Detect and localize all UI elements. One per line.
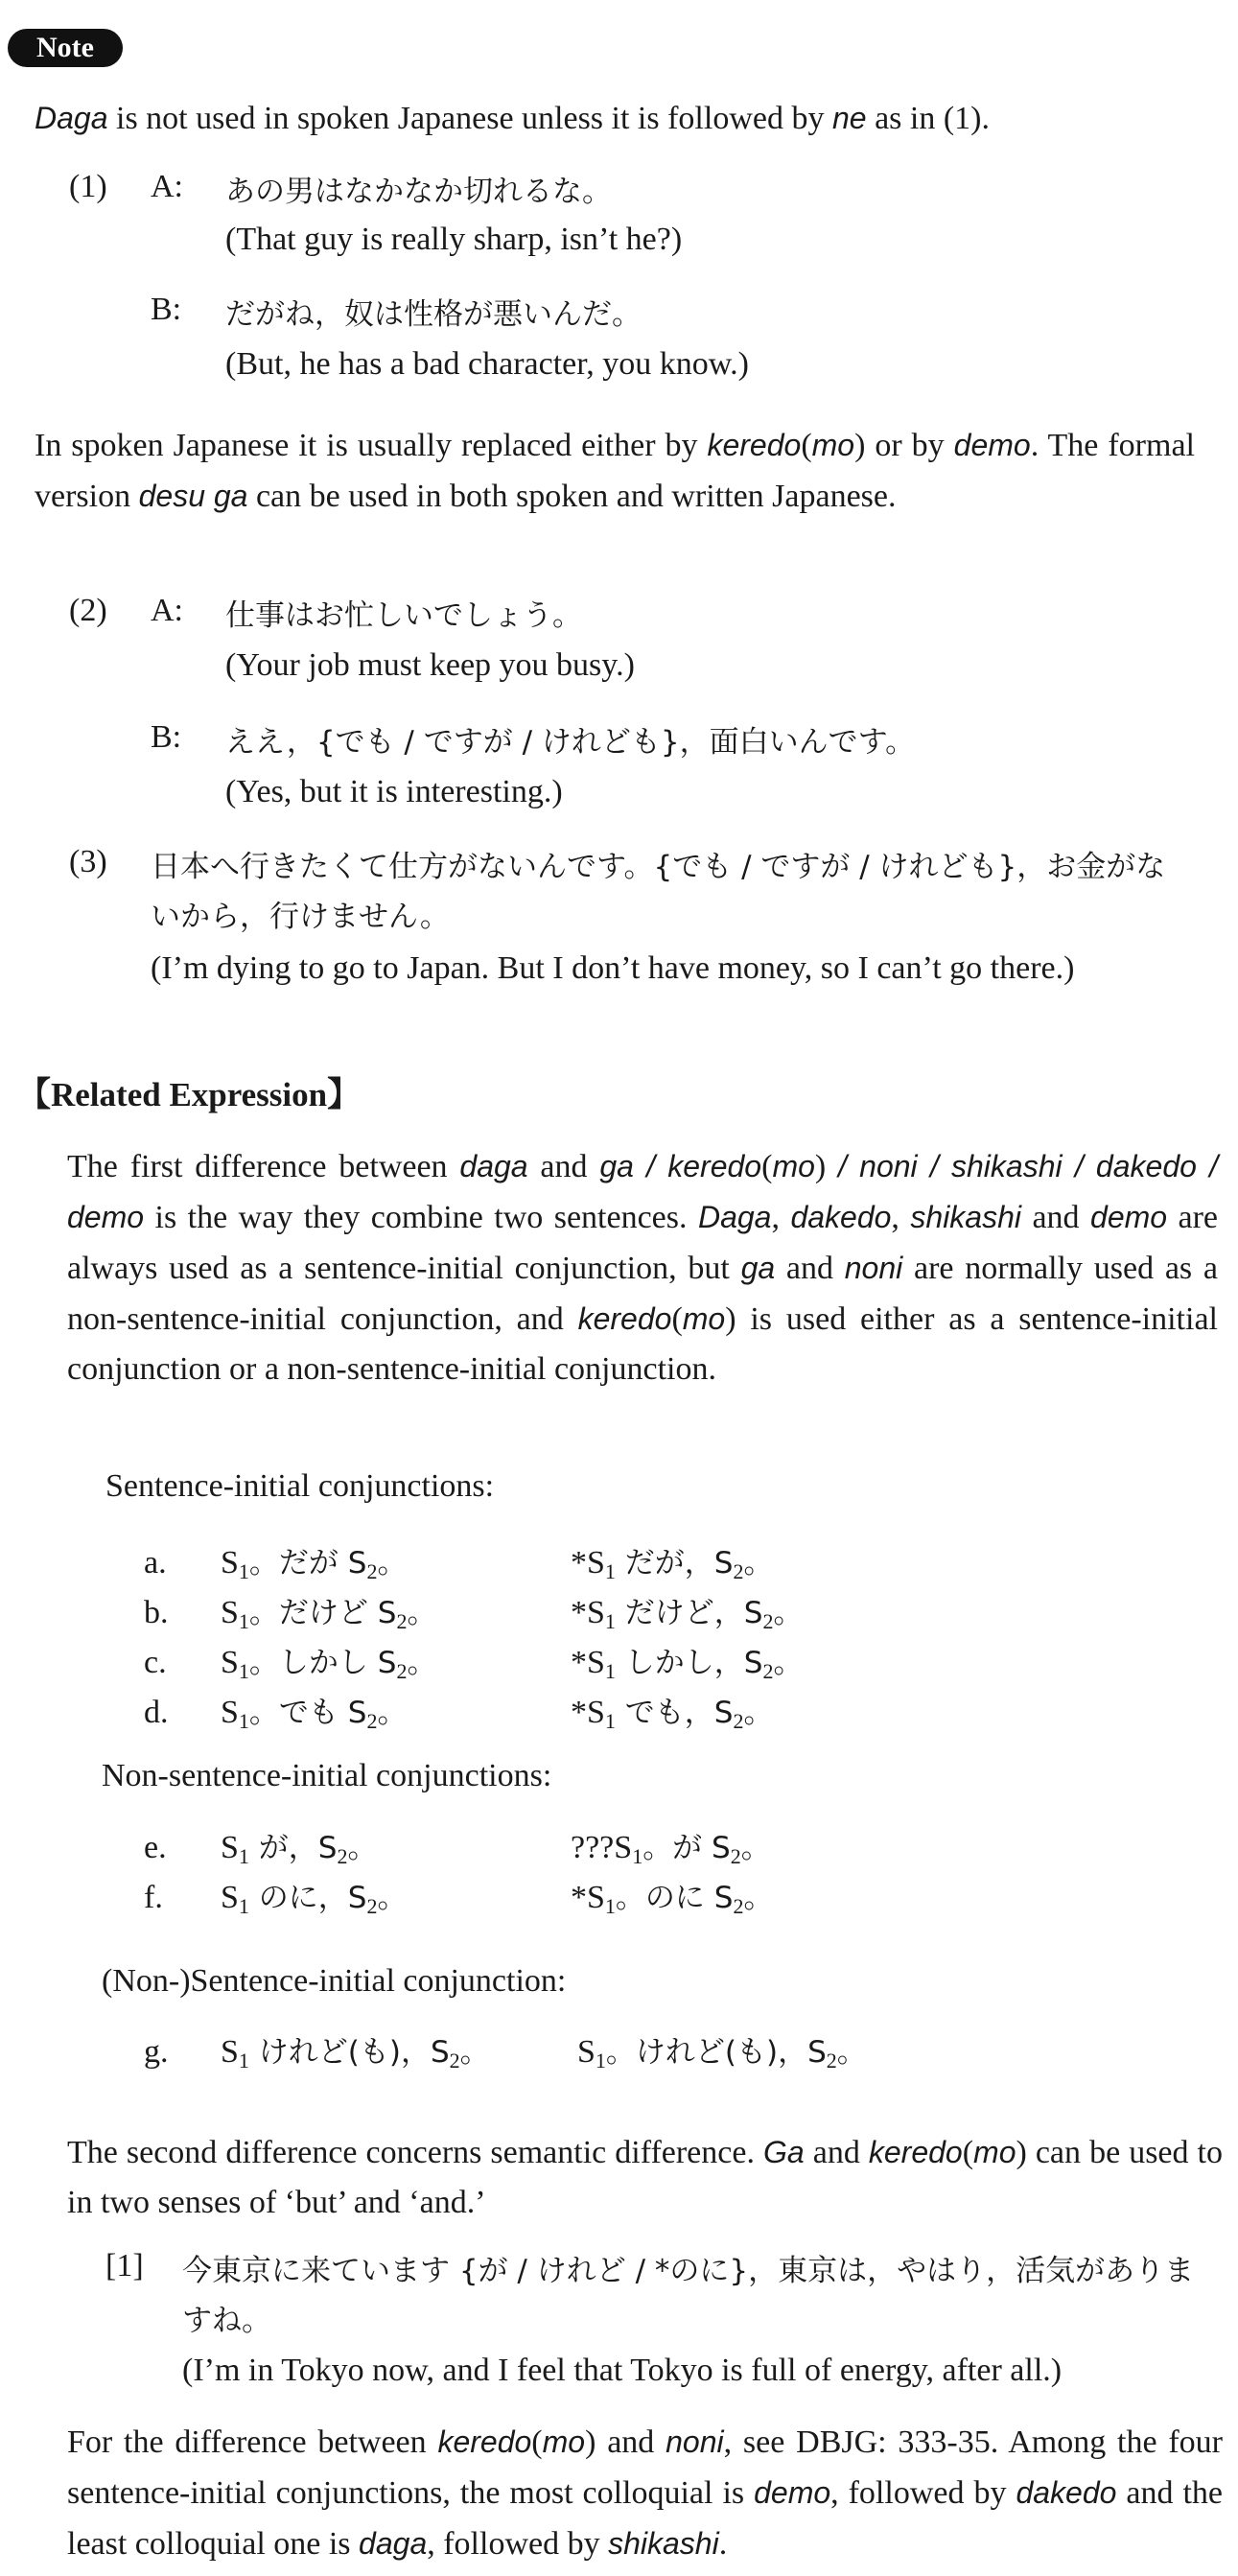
english-translation: (Your job must keep you busy.) [225, 647, 635, 683]
grammatical-pattern-contrast: $*S_1$ でも，$S_2$。 [571, 1695, 774, 1733]
example-number: (2) [69, 593, 107, 628]
table-heading: Sentence-initial conjunctions: [105, 1468, 495, 1504]
grammatical-pattern: $S_1$。しかし $S_2$。 [221, 1645, 437, 1683]
speaker-label: A: [151, 169, 183, 204]
grammatical-pattern: $S_1$ が，$S_2$。 [221, 1830, 378, 1868]
grammatical-pattern-contrast: $S_1$。けれど(も)，$S_2$。 [577, 2034, 867, 2073]
table-heading: Non-sentence-initial conjunctions: [102, 1758, 552, 1793]
speaker-label: B: [151, 292, 182, 327]
grammatical-pattern-contrast: $*S_1$。のに $S_2$。 [571, 1880, 774, 1918]
row-letter: a. [144, 1545, 167, 1581]
grammatical-pattern-contrast: $*S_1$ しかし，$S_2$。 [571, 1645, 804, 1683]
example-number: (3) [69, 844, 107, 879]
row-letter: g. [144, 2034, 169, 2070]
japanese-sentence: だがね，奴は性格が悪いんだ。 [225, 297, 642, 332]
grammatical-pattern: $S_1$ けれど(も)，$S_2$。 [221, 2034, 490, 2073]
english-translation: (I’m dying to go to Japan. But I don’t have money, so I can’t go there.) [151, 950, 1075, 986]
grammatical-pattern: $S_1$。だけど $S_2$。 [221, 1595, 437, 1633]
grammatical-pattern-contrast: $???S_1$。が $S_2$。 [571, 1830, 771, 1868]
japanese-sentence: 仕事はお忙しいでしょう。 [225, 598, 582, 633]
english-translation: (Yes, but it is interesting.) [225, 774, 563, 809]
speaker-label: B: [151, 719, 182, 755]
english-translation: (That guy is really sharp, isn’t he?) [225, 222, 683, 257]
term: ne [831, 101, 867, 135]
example-number: (1) [69, 169, 107, 204]
grammatical-pattern: $S_1$ のに，$S_2$。 [221, 1880, 408, 1918]
row-letter: b. [144, 1595, 169, 1630]
english-translation: (But, he has a bad character, you know.) [225, 346, 749, 382]
paragraph: For the difference between keredo(mo) and noni, see DBJG: 333-35. Among the four sentence-initial conjunctions, the most colloquial is demo, followed by dakedo and the least colloquial one is daga, followed by shikashi. [67, 2424, 1223, 2562]
japanese-sentence: ええ，{でも / ですが / けれども}，面白いんです。 [225, 725, 916, 760]
note-badge: Note [8, 29, 123, 67]
row-letter: c. [144, 1645, 167, 1680]
row-letter: e. [144, 1830, 167, 1865]
term: Daga [35, 101, 108, 135]
intro-paragraph: Daga is not used in spoken Japanese unless it is followed by ne as in (1). [35, 101, 990, 136]
section-heading: 【Related Expression】 [17, 1076, 362, 1113]
paragraph: In spoken Japanese it is usually replaced either by keredo(mo) or by demo. The formal version desu ga can be used in both spoken and written Japanese. [35, 428, 1195, 514]
grammatical-pattern-contrast: $*S_1$ だが，$S_2$。 [571, 1545, 774, 1583]
english-translation: (I’m in Tokyo now, and I feel that Tokyo is full of energy, after all.) [182, 2353, 1063, 2388]
grammatical-pattern-contrast: $*S_1$ だけど，$S_2$。 [571, 1595, 804, 1633]
speaker-label: A: [151, 593, 183, 628]
example-number: [1] [105, 2248, 144, 2283]
table-heading: (Non-)Sentence-initial conjunction: [102, 1963, 567, 1999]
row-letter: f. [144, 1880, 163, 1915]
japanese-sentence: 日本へ行きたくて仕方がないんです。{でも / ですが / けれども}，お金がないから，行けません。 [151, 850, 1166, 934]
paragraph: The first difference between daga and ga / keredo(mo) / noni / shikashi / dakedo / demo is the way they combine two sentences. Daga, dakedo, shikashi and demo are always used as a sentence-initial conjunction, but ga and noni are normally used as a non-sentence-initial conjunction, and keredo(mo) is used either as a sentence-initial conjunction or a non-sentence-initial conjunction. [67, 1149, 1219, 1387]
grammatical-pattern: $S_1$。でも $S_2$。 [221, 1695, 408, 1733]
grammatical-pattern: $S_1$。だが $S_2$。 [221, 1545, 408, 1583]
japanese-sentence: 今東京に来ています {が / けれど / *のに}，東京は，やはり，活気がありますね。 [182, 2254, 1195, 2338]
row-letter: d. [144, 1695, 169, 1730]
japanese-sentence: あの男はなかなか切れるな。 [225, 175, 612, 209]
paragraph: The second difference concerns semantic difference. Ga and keredo(mo) can be used to in two senses of ‘but’ and ‘and.’ [67, 2135, 1223, 2220]
